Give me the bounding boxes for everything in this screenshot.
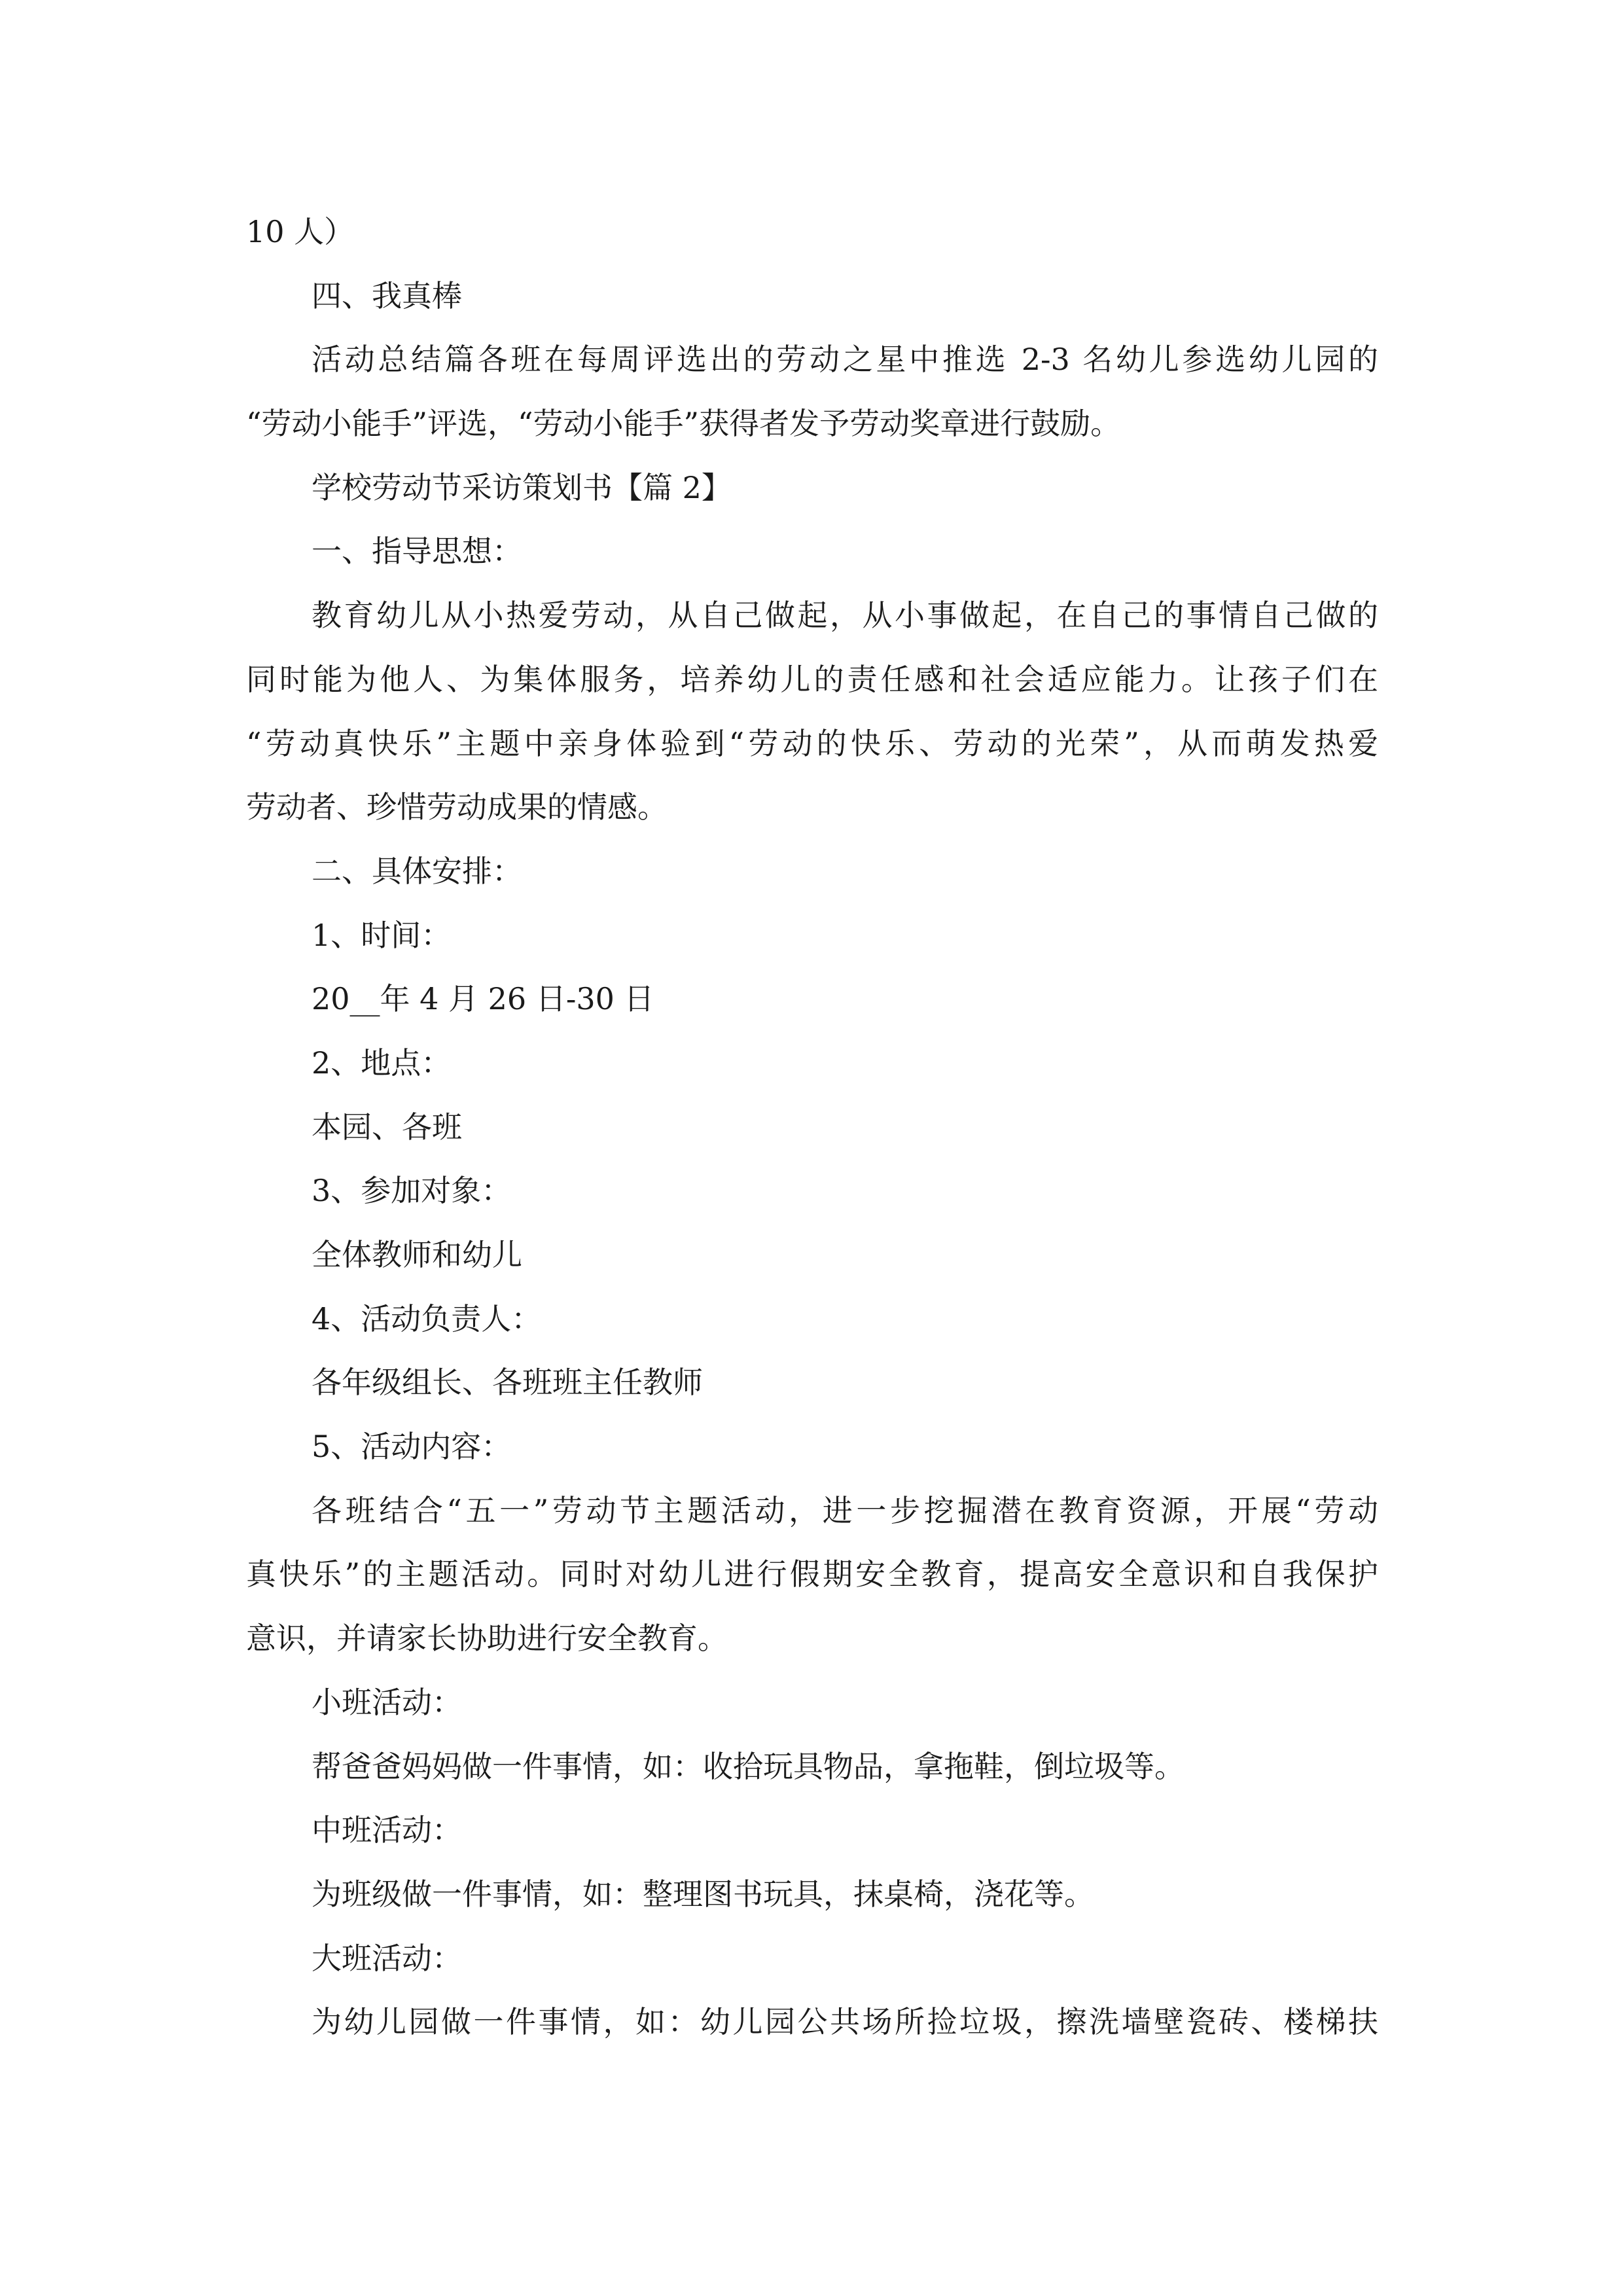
- item-value: 帮爸爸妈妈做一件事情，如：收拾玩具物品，拿拖鞋，倒垃圾等。: [312, 1748, 1185, 1784]
- item-value: 全体教师和幼儿: [312, 1237, 522, 1272]
- section-heading: 四、我真棒: [312, 278, 462, 314]
- text-line: 劳动者、珍惜劳动成果的情感。: [246, 789, 668, 825]
- text-line: 各班结合“五一”劳动节主题活动，进一步挖掘潜在教育资源，开展“劳动: [312, 1492, 1378, 1528]
- section-heading: 一、指导思想：: [312, 533, 522, 569]
- item-heading: 小班活动：: [312, 1684, 462, 1720]
- item-value: 各年级组长、各班班主任教师: [312, 1365, 703, 1401]
- article-title: 学校劳动节采访策划书【篇 2】: [312, 469, 732, 505]
- text-line: 同时能为他人、为集体服务，培养幼儿的责任感和社会适应能力。让孩子们在: [246, 661, 1378, 697]
- document-body: [246, 200, 1378, 2054]
- item-value: 本园、各班: [312, 1109, 462, 1145]
- item-value: 为班级做一件事情，如：整理图书玩具，抹桌椅，浇花等。: [312, 1876, 1094, 1912]
- text-line: 10 人）: [246, 214, 355, 249]
- section-heading: 二、具体安排：: [312, 853, 522, 889]
- item-heading: 中班活动：: [312, 1812, 462, 1848]
- text-line: 活动总结篇各班在每周评选出的劳动之星中推选 2-3 名幼儿参选幼儿园的: [312, 342, 1378, 378]
- text-line: 为幼儿园做一件事情，如：幼儿园公共场所捡垃圾，擦洗墙壁瓷砖、楼梯扶: [312, 2004, 1378, 2040]
- text-line: 教育幼儿从小热爱劳动，从自己做起，从小事做起，在自己的事情自己做的: [312, 598, 1378, 634]
- text-line: 意识，并请家长协助进行安全教育。: [246, 1621, 728, 1657]
- item-heading: 3、参加对象：: [312, 1173, 512, 1209]
- item-heading: 大班活动：: [312, 1940, 462, 1976]
- item-heading: 2、地点：: [312, 1045, 452, 1081]
- text-line: “劳动小能手”评选，“劳动小能手”获得者发予劳动奖章进行鼓励。: [246, 406, 1121, 442]
- item-value: 20__年 4 月 26 日-30 日: [312, 981, 654, 1017]
- item-heading: 5、活动内容：: [312, 1429, 512, 1465]
- text-line: “劳动真快乐”主题中亲身体验到“劳动的快乐、劳动的光荣”，从而萌发热爱: [246, 725, 1378, 761]
- text-line: 真快乐”的主题活动。同时对幼儿进行假期安全教育，提高安全意识和自我保护: [246, 1556, 1378, 1592]
- item-heading: 1、时间：: [312, 917, 452, 953]
- item-heading: 4、活动负责人：: [312, 1300, 542, 1336]
